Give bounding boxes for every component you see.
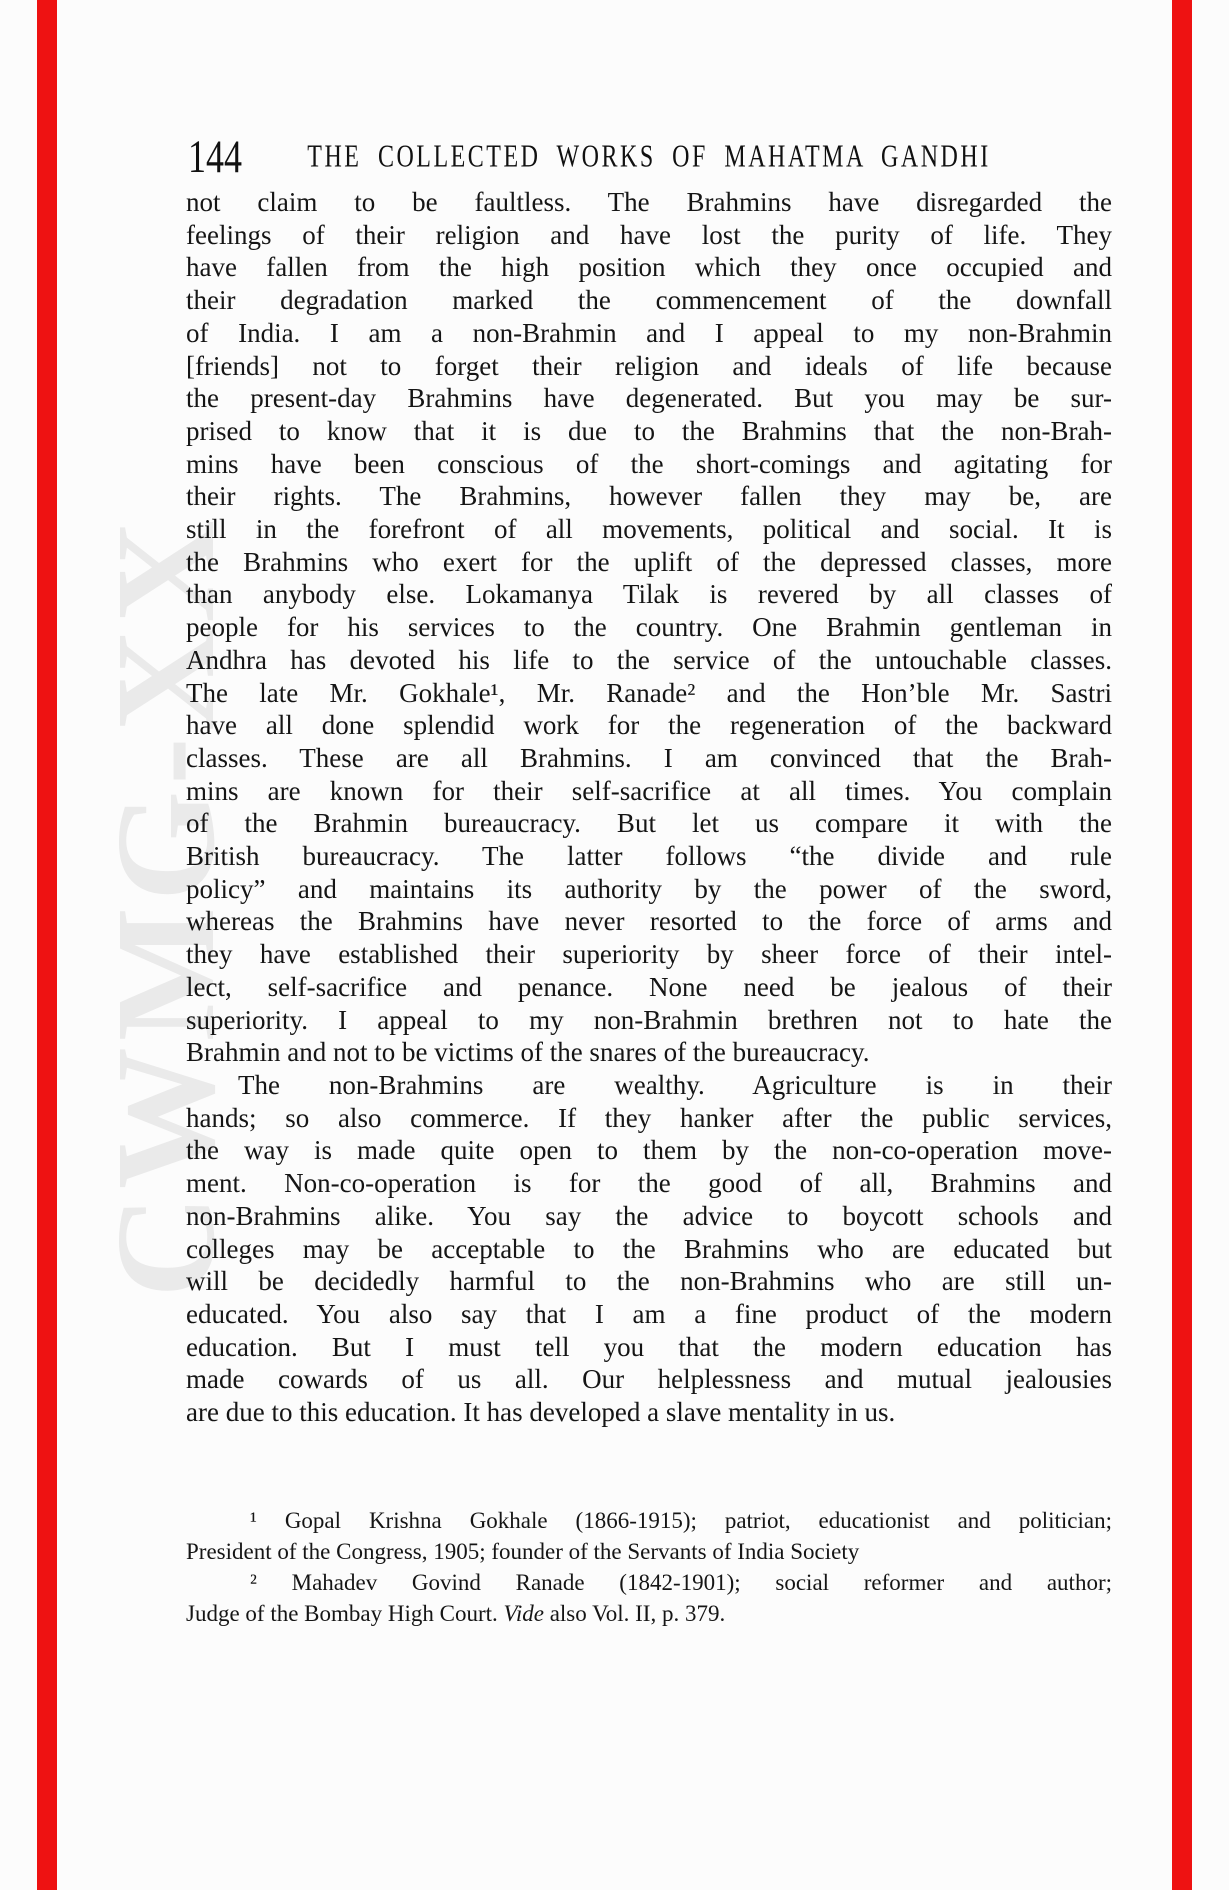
text-line: ¹ Gopal Krishna Gokhale (1866-1915); patriot, educationist and politician; bbox=[250, 1508, 1112, 1533]
text-line: ment. Non-co-operation is for the good of all, Brahmins and bbox=[186, 1168, 1112, 1199]
text-line: The non-Brahmins are wealthy. Agriculture is in their bbox=[238, 1069, 1112, 1100]
running-header bbox=[186, 129, 1112, 189]
text-line: their rights. The Brahmins, however fallen they may be, are bbox=[186, 481, 1112, 512]
text-line: mins have been conscious of the short-comings and agitating for bbox=[186, 448, 1112, 479]
text-line: non-Brahmins alike. You say the advice to boycott schools and bbox=[186, 1200, 1112, 1231]
footnotes bbox=[186, 1505, 1112, 1629]
text-line: classes. These are all Brahmins. I am convinced that the Brah- bbox=[186, 742, 1112, 773]
text-line: of India. I am a non-Brahmin and I appeal to my non-Brahmin bbox=[186, 317, 1112, 348]
text-line: the present-day Brahmins have degenerated. But you may be sur- bbox=[186, 383, 1112, 414]
right-edge-bar bbox=[1172, 0, 1192, 1890]
text-line: prised to know that it is due to the Brahmins that the non-Brah- bbox=[186, 415, 1112, 446]
text-line: policy” and maintains its authority by the power of the sword, bbox=[186, 873, 1112, 904]
text-line: education. But I must tell you that the modern education has bbox=[186, 1331, 1112, 1362]
body-text bbox=[186, 186, 1112, 1429]
text-line: [friends] not to forget their religion and ideals of life because bbox=[186, 350, 1112, 381]
text-line: their degradation marked the commencement of the downfall bbox=[186, 285, 1112, 316]
text-line: feelings of their religion and have lost the purity of life. They bbox=[186, 219, 1112, 250]
text-line: whereas the Brahmins have never resorted to the force of arms and bbox=[186, 906, 1112, 937]
text-line: President of the Congress, 1905; founder of the Servants of India Society bbox=[186, 1539, 860, 1564]
text-line: superiority. I appeal to my non-Brahmin brethren not to hate the bbox=[186, 1004, 1112, 1035]
text-line: people for his services to the country. One Brahmin gentleman in bbox=[186, 612, 1112, 643]
text-line: educated. You also say that I am a fine product of the modern bbox=[186, 1298, 1112, 1329]
text-line: Judge of the Bombay High Court. Vide also Vol. II, p. 379. bbox=[186, 1601, 726, 1626]
text-line: still in the forefront of all movements, political and social. It is bbox=[186, 514, 1112, 545]
header-title: THE COLLECTED WORKS OF MAHATMA GANDHI bbox=[307, 140, 991, 175]
text-line: of the Brahmin bureaucracy. But let us compare it with the bbox=[186, 808, 1112, 839]
text-line: will be decidedly harmful to the non-Brahmins who are still un- bbox=[186, 1266, 1112, 1297]
text-line: British bureaucracy. The latter follows “the divide and rule bbox=[186, 841, 1112, 872]
text-line: Andhra has devoted his life to the service of the untouchable classes. bbox=[186, 644, 1112, 675]
text-line: ² Mahadev Govind Ranade (1842-1901); social reformer and author; bbox=[250, 1570, 1112, 1595]
watermark: CWMG-XX bbox=[86, 514, 244, 1298]
text-line: The late Mr. Gokhale¹, Mr. Ranade² and the Hon’ble Mr. Sastri bbox=[186, 677, 1112, 708]
text-line: hands; so also commerce. If they hanker after the public services, bbox=[186, 1102, 1112, 1133]
text-line: have fallen from the high position which they once occupied and bbox=[186, 252, 1112, 283]
text-line: they have established their superiority by sheer force of their intel- bbox=[186, 939, 1112, 970]
text-line: than anybody else. Lokamanya Tilak is revered by all classes of bbox=[186, 579, 1112, 610]
text-line: made cowards of us all. Our helplessness and mutual jealousies bbox=[186, 1364, 1112, 1395]
text-line: colleges may be acceptable to the Brahmins who are educated but bbox=[186, 1233, 1112, 1264]
text-line: not claim to be faultless. The Brahmins have disregarded the bbox=[186, 187, 1112, 217]
text-line: lect, self-sacrifice and penance. None need be jealous of their bbox=[186, 971, 1112, 1002]
text-line: mins are known for their self-sacrifice at all times. You complain bbox=[186, 775, 1112, 806]
page-number: 144 bbox=[188, 130, 242, 183]
left-edge-bar bbox=[37, 0, 57, 1890]
text-line: have all done splendid work for the regeneration of the backward bbox=[186, 710, 1112, 741]
text-line: Brahmin and not to be victims of the snares of the bureaucracy. bbox=[186, 1037, 870, 1068]
text-line: the Brahmins who exert for the uplift of the depressed classes, more bbox=[186, 546, 1112, 577]
text-line: are due to this education. It has developed a slave mentality in us. bbox=[186, 1397, 896, 1428]
text-line: the way is made quite open to them by the non-co-operation move- bbox=[186, 1135, 1112, 1166]
